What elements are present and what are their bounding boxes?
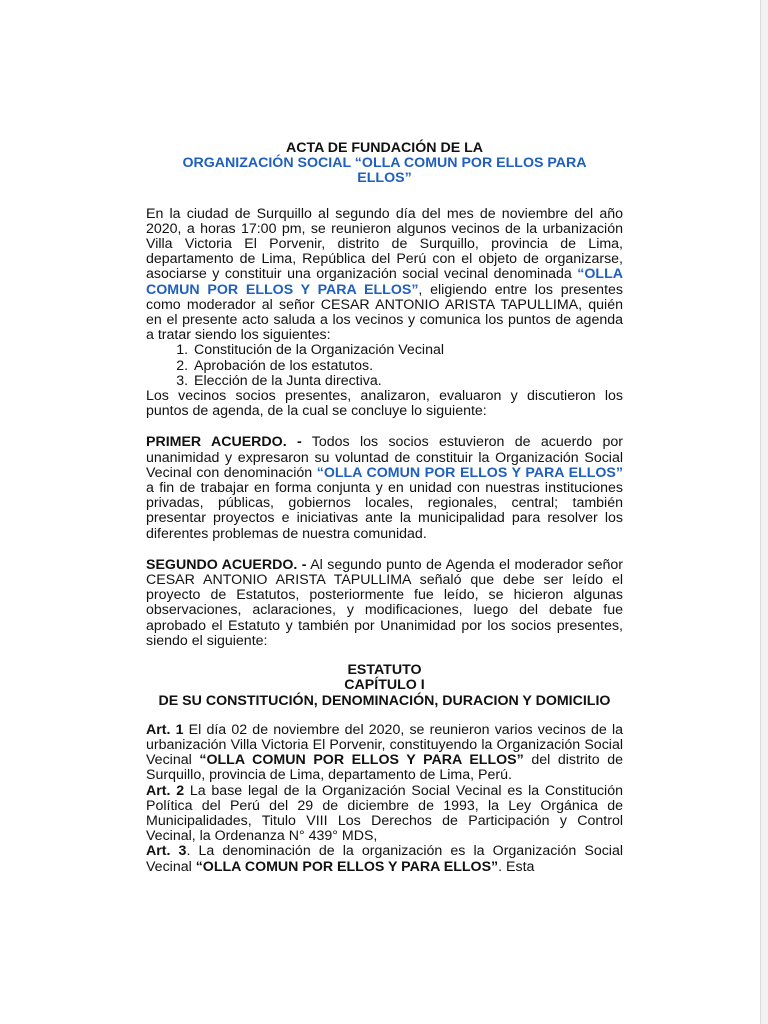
document-body — [146, 141, 623, 875]
article-3 — [146, 844, 623, 874]
org-name: “OLLA COMUN POR ELLOS Y PARA ELLOS” — [195, 858, 499, 875]
article-3-text: . La denominación de la organización es la Organización Social Vecinal — [146, 843, 624, 875]
article-3-text-end: . Esta — [498, 858, 535, 875]
org-name: “OLLA COMUN POR ELLOS Y PARA ELLOS” — [316, 464, 623, 481]
article-1-label: Art. 1 — [146, 721, 184, 738]
page-title: ACTA DE FUNDACIÓN DE LA — [285, 140, 484, 156]
agenda-item: 3. Elección de la Junta directiva. — [192, 374, 623, 389]
page-title-org-line: ORGANIZACIÓN SOCIAL “OLLA COMUN POR ELLOS PARA — [182, 155, 587, 172]
chapter-title: DE SU CONSTITUCIÓN, DENOMINACIÓN, DURACION Y DOMICILIO — [158, 692, 611, 709]
primer-acuerdo-label: PRIMER ACUERDO. - — [146, 434, 302, 451]
org-name: “OLLA COMUN POR ELLOS Y PARA ELLOS” — [146, 266, 623, 298]
after-agenda-paragraph: Los vecinos socios presentes, analizaron, evaluaron y discutieron los puntos de agenda, de la cual se concluye lo siguiente: — [146, 388, 623, 420]
primer-acuerdo-text: Todos los socios estuvieron de acuerdo por unanimidad y expresaron su voluntad de constituir la Organización Social Vecinal con denominación — [146, 434, 623, 481]
article-1-text-end: del distrito de Surquillo, provincia de Lima, departamento de Lima, Perú. — [146, 752, 624, 784]
org-name: “OLLA COMUN POR ELLOS Y PARA ELLOS” — [199, 752, 524, 769]
segundo-acuerdo-label: SEGUNDO ACUERDO. - — [146, 556, 307, 573]
article-1 — [146, 723, 623, 784]
article-2-label: Art. 2 — [146, 782, 185, 799]
estatuto-heading: ESTATUTO — [347, 662, 422, 679]
intro-paragraph — [146, 207, 623, 344]
agenda-list — [146, 343, 623, 389]
agenda-item: 1. Constitución de la Organización Vecinal — [192, 343, 623, 358]
segundo-acuerdo-text: Al segundo punto de Agenda el moderador señor CESAR ANTONIO ARISTA TAPULLIMA señaló que debe ser leído el proyecto de Estatutos, posteriormente fue leído, se hicieron algunas observaciones, aclaraciones, y modificaciones, luego del debate fue aprobado el Estatuto y también por Unanimidad por los socios presentes, siendo el siguiente: — [146, 556, 623, 649]
intro-text: En la ciudad de Surquillo al segundo día del mes de noviembre del año 2020, a horas 17:00 pm, se reunieron algunos vecinos de la urbanización Villa Victoria El Porvenir, distrito de Surquillo, provincia de Lima, departamento de Lima, República del Perú con el objeto de organizarse, asociarse y constituir una organización social vecinal denominada — [146, 205, 623, 283]
intro-text-end: , eligiendo entre los presentes como moderador al señor CESAR ANTONIO ARISTA TAPULLIMA, quién en el presente acto saluda a los vecinos y comunica los puntos de agenda a tratar siendo los siguientes: — [146, 281, 624, 344]
article-2-text: La base legal de la Organización Social Vecinal es la Constitución Política del Perú del 29 de diciembre de 1993, la Ley Orgánica de Municipalidades, Titulo VIII Los Derechos de Participación y Control Vecinal, la Ordenanza N° 439° MDS, — [146, 782, 623, 845]
agenda-item: 2. Aprobación de los estatutos. — [192, 359, 623, 374]
page-title-org-line-end: ELLOS” — [357, 170, 412, 187]
article-3-label: Art. 3 — [146, 843, 187, 860]
chapter-heading: CAPÍTULO I — [344, 677, 425, 694]
primer-acuerdo-text-end: a fin de trabajar en forma conjunta y en unidad con nuestras instituciones privadas, públicas, gobiernos locales, regionales, central; también presentar proyectos e iniciativas ante la municipalidad para resolver los diferentes problemas de nuestra comunidad. — [146, 480, 623, 542]
article-1-text: El día 02 de noviembre del 2020, se reunieron varios vecinos de la urbanización Villa Victoria El Porvenir, constituyendo la Organización Social Vecinal — [146, 721, 623, 769]
segundo-acuerdo — [146, 558, 623, 649]
article-2 — [146, 784, 623, 845]
primer-acuerdo — [146, 435, 623, 541]
